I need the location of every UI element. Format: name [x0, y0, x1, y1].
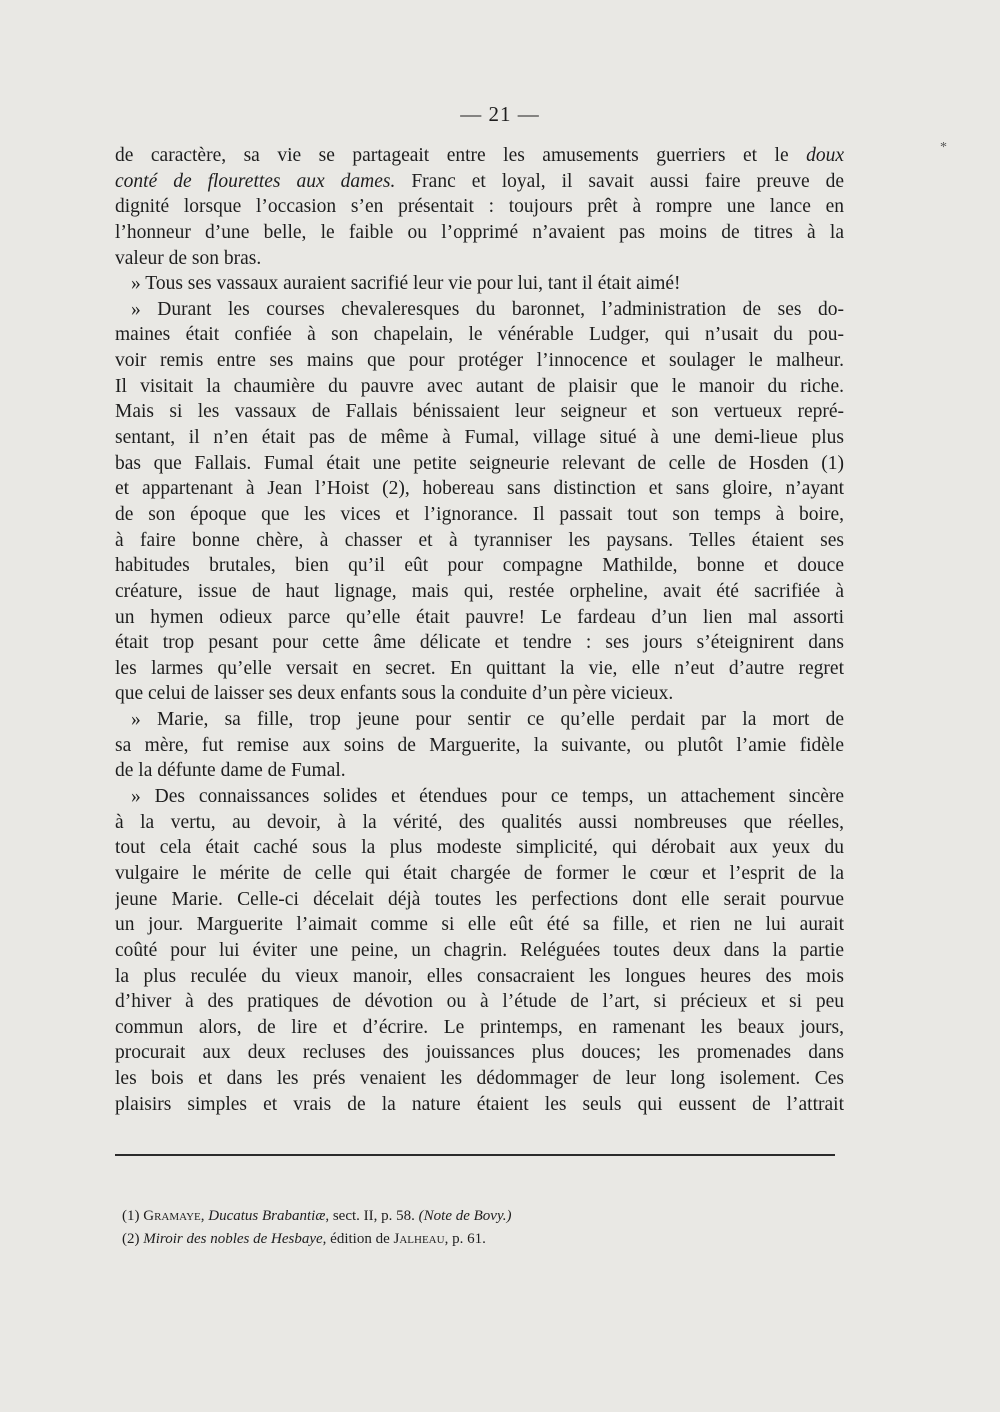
text-line	[115, 476, 844, 502]
text-line	[115, 194, 844, 220]
text-segment: , édition de	[322, 1231, 394, 1247]
text-segment: , p. 61.	[444, 1231, 486, 1247]
text-line	[115, 1092, 844, 1118]
margin-mark: *	[940, 140, 947, 155]
text-line	[115, 861, 844, 887]
text-line	[115, 707, 844, 733]
text-segment: de son époque que les vices et l’ignorance. Il passait tout son temps à boire,	[115, 503, 844, 525]
small-caps-text: Jalheau	[393, 1231, 445, 1247]
text-line	[115, 220, 844, 246]
text-segment: jeune Marie. Celle-ci décelait déjà toutes les perfections dont elle serait pourvue	[115, 888, 844, 910]
text-line	[115, 297, 844, 323]
text-line	[115, 835, 844, 861]
text-line	[115, 322, 844, 348]
text-segment: sa mère, fut remise aux soins de Marguerite, la suivante, ou plutôt l’amie fidèle	[115, 734, 844, 756]
text-segment: » Tous ses vassaux auraient sacrifié leur vie pour lui, tant il était aimé!	[131, 273, 681, 295]
text-line	[115, 1015, 844, 1041]
text-line	[115, 912, 844, 938]
text-line	[115, 399, 844, 425]
text-segment: créature, issue de haut lignage, mais qui, restée orpheline, avait été sacrifiée à	[115, 580, 844, 602]
text-segment: dignité lorsque l’occasion s’en présentait : toujours prêt à rompre une lance en	[115, 196, 844, 218]
text-segment: coûté pour lui éviter une peine, un chagrin. Reléguées toutes deux dans la partie	[115, 939, 844, 961]
page-number: — 21 —	[460, 102, 540, 126]
footnote	[122, 1228, 842, 1251]
text-line	[115, 579, 844, 605]
text-segment: voir remis entre ses mains que pour protéger l’innocence et soulager le malheur.	[115, 350, 844, 372]
text-segment: , sect. II, p. 58.	[325, 1208, 419, 1224]
text-segment: (1)	[122, 1208, 144, 1224]
small-caps-text: Gramaye	[143, 1208, 201, 1224]
text-segment: » Des connaissances solides et étendues pour ce temps, un attachement sincère	[131, 786, 844, 808]
text-segment: tout cela était caché sous la plus modeste simplicité, qui dérobait aux yeux du	[115, 837, 844, 859]
italic-text: doux	[806, 145, 844, 166]
text-segment: vulgaire le mérite de celle qui était chargée de former le cœur et l’esprit de la	[115, 862, 844, 884]
text-segment: maines était confiée à son chapelain, le vénérable Ludger, qui n’usait du pou-	[115, 324, 844, 346]
text-line	[115, 605, 844, 631]
text-segment: sentant, il n’en était pas de même à Fumal, village situé à une demi-lieue plus	[115, 427, 844, 449]
text-line	[115, 143, 844, 169]
text-line	[115, 887, 844, 913]
text-segment: un hymen odieux parce qu’elle était pauvre! Le fardeau d’un lien mal assorti	[115, 606, 844, 628]
text-line	[115, 733, 844, 759]
text-line	[115, 528, 844, 554]
body-text	[115, 143, 844, 1117]
text-line	[115, 1066, 844, 1092]
footnote	[122, 1205, 842, 1228]
text-segment: de la défunte dame de Fumal.	[115, 760, 346, 782]
text-line	[115, 271, 844, 297]
text-segment: l’honneur d’une belle, le faible ou l’opprimé n’avaient pas moins de titres à la	[115, 221, 844, 243]
italic-text: (Note de Bovy.)	[418, 1208, 512, 1224]
italic-text: conté de flourettes aux dames.	[115, 170, 396, 192]
text-line	[115, 758, 844, 784]
footnote-divider	[115, 1154, 835, 1156]
text-segment: ,	[200, 1208, 209, 1224]
text-segment: la plus reculée du vieux manoir, elles consacraient les longues heures des mois	[115, 965, 844, 987]
text-line	[115, 348, 844, 374]
text-line	[115, 784, 844, 810]
text-line	[115, 630, 844, 656]
text-line	[115, 656, 844, 682]
text-segment: bas que Fallais. Fumal était une petite seigneurie relevant de celle de Hosden (1)	[115, 452, 844, 474]
text-line	[115, 553, 844, 579]
text-segment: à faire bonne chère, à chasser et à tyranniser les paysans. Telles étaient ses	[115, 529, 844, 551]
text-line	[115, 938, 844, 964]
text-segment: Franc et loyal, il savait aussi faire preuve de	[395, 170, 844, 192]
text-line	[115, 502, 844, 528]
text-line	[115, 810, 844, 836]
text-segment: » Marie, sa fille, trop jeune pour sentir ce qu’elle perdait par la mort de	[131, 709, 844, 731]
text-line	[115, 451, 844, 477]
text-line	[115, 169, 844, 195]
text-line	[115, 246, 844, 272]
text-segment: commun alors, de lire et d’écrire. Le printemps, en ramenant les beaux jours,	[115, 1016, 844, 1038]
text-segment: les bois et dans les prés venaient les dédommager de leur long isolement. Ces	[115, 1068, 844, 1090]
text-line	[115, 989, 844, 1015]
italic-text: Miroir des nobles de Hesbaye	[143, 1231, 323, 1247]
text-segment: que celui de laisser ses deux enfants sous la conduite d’un père vicieux.	[115, 683, 674, 705]
text-segment: Il visitait la chaumière du pauvre avec autant de plaisir que le manoir du riche.	[115, 375, 844, 397]
text-segment: de caractère, sa vie se partageait entre les amusements guerriers et le	[115, 145, 807, 166]
text-segment: était trop pesant pour cette âme délicate et tendre : ses jours s’éteignirent dans	[115, 632, 844, 654]
text-segment: un jour. Marguerite l’aimait comme si elle eût été sa fille, et rien ne lui aurait	[115, 914, 844, 936]
text-segment: les larmes qu’elle versait en secret. En quittant la vie, elle n’eut d’autre regret	[115, 657, 844, 679]
text-segment: procurait aux deux recluses des jouissances plus douces; les promenades dans	[115, 1042, 844, 1064]
text-segment: plaisirs simples et vrais de la nature étaient les seuls qui eussent de l’attrait	[115, 1093, 844, 1115]
text-segment: d’hiver à des pratiques de dévotion ou à l’étude de l’art, si précieux et si peu	[115, 991, 844, 1013]
italic-text: Ducatus Brabantiæ	[208, 1208, 326, 1224]
text-segment: et appartenant à Jean l’Hoist (2), hobereau sans distinction et sans gloire, n’ayant	[115, 478, 844, 500]
text-line	[115, 964, 844, 990]
text-line	[115, 374, 844, 400]
text-segment: (2)	[122, 1231, 144, 1247]
text-segment: valeur de son bras.	[115, 247, 262, 269]
text-line	[115, 681, 844, 707]
text-segment: » Durant les courses chevaleresques du baronnet, l’administration de ses do-	[131, 298, 844, 320]
text-line	[115, 1040, 844, 1066]
text-line	[115, 425, 844, 451]
footnotes	[122, 1205, 842, 1251]
text-segment: Mais si les vassaux de Fallais bénissaient leur seigneur et son vertueux repré-	[115, 401, 844, 423]
text-segment: habitudes brutales, bien qu’il eût pour compagne Mathilde, bonne et douce	[115, 555, 844, 577]
text-segment: à la vertu, au devoir, à la vérité, des qualités aussi nombreuses que réelles,	[115, 811, 844, 833]
